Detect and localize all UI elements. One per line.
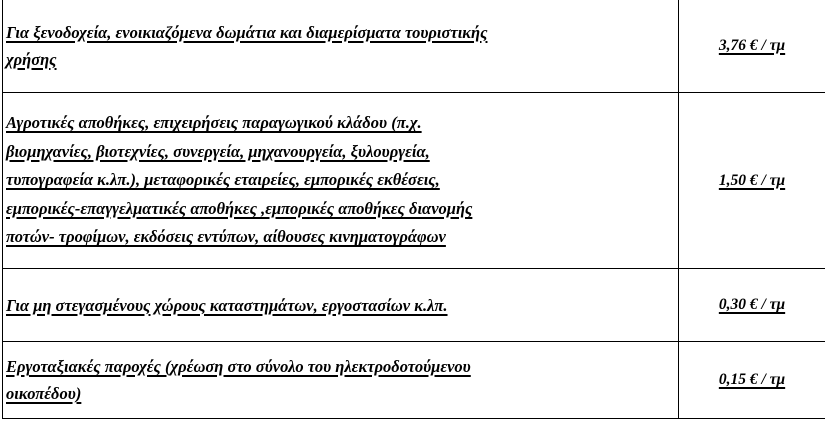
- description-cell: [3, 342, 679, 419]
- table-row: [3, 93, 825, 269]
- description-text: Για μη στεγασμένους χώρους καταστημάτων, εργοστασίων κ.λπ.: [6, 295, 448, 315]
- price-cell: [679, 342, 825, 419]
- table-row: [3, 342, 825, 419]
- price-cell: [679, 269, 825, 342]
- description-text: Αγροτικές αποθήκες, επιχειρήσεις παραγωγικού κλάδου (π.χ. βιομηχανίες, βιοτεχνίες, συνεργεία, μηχανουργεία, ξυλουργεία, τυπογραφεία κ.λπ.), μεταφορικές εταιρείες, εμπορικές εκθέσεις, εμπορικές-επαγγελματικές αποθήκες ,εμπορικές αποθήκες διανομής ποτών- τροφίμων, εκδόσεις εντύπων, αίθουσες κινηματογράφων: [6, 113, 473, 247]
- table-row: [3, 269, 825, 342]
- price-text: 0,30 € / τμ: [718, 296, 786, 313]
- description-cell: [3, 0, 679, 93]
- description-cell: [3, 269, 679, 342]
- price-cell: [679, 93, 825, 269]
- description-cell: [3, 93, 679, 269]
- price-text: 0,15 € / τμ: [718, 371, 786, 388]
- price-cell: [679, 0, 825, 93]
- description-text: Εργοταξιακές παροχές (χρέωση στο σύνολο του ηλεκτροδοτούμενου οικοπέδου): [6, 357, 471, 403]
- tariff-table: [2, 0, 825, 419]
- price-text: 1,50 € / τμ: [718, 171, 786, 189]
- price-text: 3,76 € / τμ: [718, 36, 786, 54]
- table-row: [3, 0, 825, 93]
- description-text: Για ξενοδοχεία, ενοικιαζόμενα δωμάτια και διαμερίσματα τουριστικής χρήσης: [6, 22, 488, 69]
